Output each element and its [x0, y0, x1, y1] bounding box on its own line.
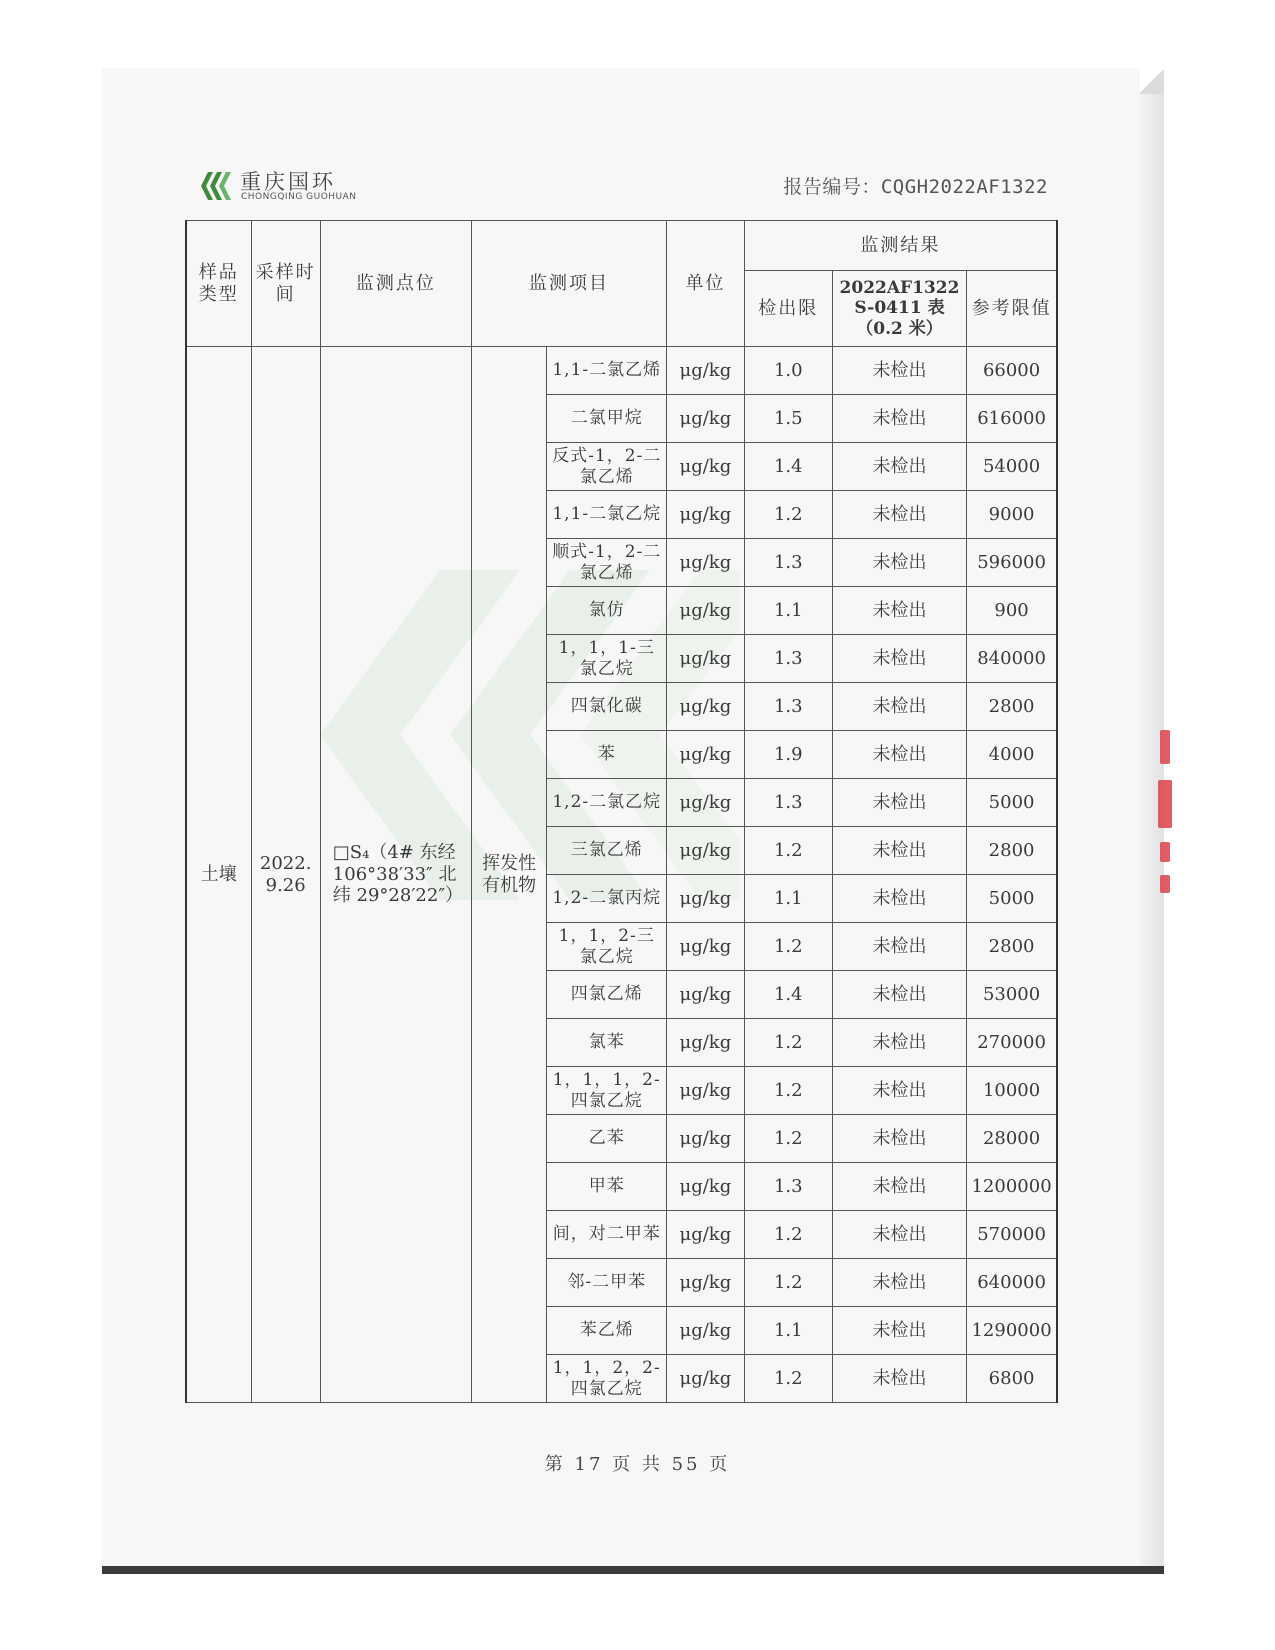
- result-cell: 未检出: [832, 779, 966, 827]
- item-name-cell: 1,1-二氯乙烷: [547, 491, 667, 539]
- unit-cell: μg/kg: [667, 1019, 745, 1067]
- result-cell: 未检出: [832, 1163, 966, 1211]
- detect-limit-cell: 1.3: [744, 539, 832, 587]
- guohuan-logo-icon: [198, 168, 234, 204]
- unit-cell: μg/kg: [667, 827, 745, 875]
- detect-limit-cell: 1.3: [744, 683, 832, 731]
- reference-limit-cell: 9000: [967, 491, 1057, 539]
- item-name-cell: 邻-二甲苯: [547, 1259, 667, 1307]
- detect-limit-cell: 1.3: [744, 1163, 832, 1211]
- detect-limit-cell: 1.2: [744, 491, 832, 539]
- item-name-cell: 1，1，2-三氯乙烷: [547, 923, 667, 971]
- detect-limit-cell: 1.1: [744, 1307, 832, 1355]
- item-name-cell: 1,2-二氯丙烷: [547, 875, 667, 923]
- result-cell: 未检出: [832, 635, 966, 683]
- detect-limit-cell: 1.2: [744, 923, 832, 971]
- unit-cell: μg/kg: [667, 779, 745, 827]
- result-cell: 未检出: [832, 875, 966, 923]
- detect-limit-cell: 1.4: [744, 971, 832, 1019]
- sample-time-cell: 2022. 9.26: [251, 347, 320, 1403]
- result-cell: 未检出: [832, 587, 966, 635]
- header-unit: 单位: [667, 221, 745, 347]
- company-logo: [198, 166, 418, 208]
- sample-type-cell: 土壤: [186, 347, 251, 1403]
- reference-limit-cell: 640000: [967, 1259, 1057, 1307]
- detect-limit-cell: 1.2: [744, 1211, 832, 1259]
- detect-limit-cell: 1.2: [744, 1115, 832, 1163]
- detect-limit-cell: 1.2: [744, 1355, 832, 1403]
- item-name-cell: 1，1，1-三氯乙烷: [547, 635, 667, 683]
- logo-chinese-name: 重庆国环: [240, 170, 336, 194]
- reference-limit-cell: 2800: [967, 827, 1057, 875]
- unit-cell: μg/kg: [667, 539, 745, 587]
- reference-limit-cell: 5000: [967, 779, 1057, 827]
- detect-limit-cell: 1.1: [744, 875, 832, 923]
- unit-cell: μg/kg: [667, 1259, 745, 1307]
- result-cell: 未检出: [832, 443, 966, 491]
- item-name-cell: 氯苯: [547, 1019, 667, 1067]
- unit-cell: μg/kg: [667, 875, 745, 923]
- page-header: [198, 166, 1048, 208]
- item-name-cell: 1，1，1，2-四氯乙烷: [547, 1067, 667, 1115]
- detect-limit-cell: 1.3: [744, 635, 832, 683]
- item-name-cell: 四氯化碳: [547, 683, 667, 731]
- item-name-cell: 顺式-1，2-二氯乙烯: [547, 539, 667, 587]
- result-cell: 未检出: [832, 971, 966, 1019]
- item-name-cell: 1,2-二氯乙烷: [547, 779, 667, 827]
- unit-cell: μg/kg: [667, 683, 745, 731]
- reference-limit-cell: 2800: [967, 923, 1057, 971]
- scan-bottom-edge: [102, 1566, 1164, 1574]
- report-number: 报告编号：CQGH2022AF1322: [783, 176, 1048, 198]
- item-name-cell: 乙苯: [547, 1115, 667, 1163]
- page-number: 第 17 页 共 55 页: [544, 1454, 731, 1475]
- logo-english-name: CHONGQING GUOHUAN: [241, 192, 357, 202]
- reference-limit-cell: 570000: [967, 1211, 1057, 1259]
- detect-limit-cell: 1.1: [744, 587, 832, 635]
- result-cell: 未检出: [832, 683, 966, 731]
- item-name-cell: 甲苯: [547, 1163, 667, 1211]
- item-name-cell: 苯: [547, 731, 667, 779]
- result-cell: 未检出: [832, 1307, 966, 1355]
- reference-limit-cell: 840000: [967, 635, 1057, 683]
- header-monitoring-point: 监测点位: [320, 221, 471, 347]
- red-seal-fragment: [1160, 875, 1170, 893]
- detect-limit-cell: 1.3: [744, 779, 832, 827]
- unit-cell: μg/kg: [667, 491, 745, 539]
- red-seal-fragment: [1158, 780, 1172, 828]
- red-seal-fragment: [1160, 730, 1170, 764]
- reference-limit-cell: 4000: [967, 731, 1057, 779]
- reference-limit-cell: 2800: [967, 683, 1057, 731]
- result-cell: 未检出: [832, 395, 966, 443]
- header-sample-id: 2022AF1322 S-0411 表 （0.2 米）: [832, 271, 966, 347]
- header-detect-limit: 检出限: [744, 271, 832, 347]
- detect-limit-cell: 1.4: [744, 443, 832, 491]
- detect-limit-cell: 1.2: [744, 1067, 832, 1115]
- reference-limit-cell: 54000: [967, 443, 1057, 491]
- detect-limit-cell: 1.0: [744, 347, 832, 395]
- result-cell: 未检出: [832, 923, 966, 971]
- unit-cell: μg/kg: [667, 635, 745, 683]
- result-cell: 未检出: [832, 1115, 966, 1163]
- reference-limit-cell: 616000: [967, 395, 1057, 443]
- header-monitoring-item: 监测项目: [471, 221, 666, 347]
- reference-limit-cell: 5000: [967, 875, 1057, 923]
- item-name-cell: 氯仿: [547, 587, 667, 635]
- header-sample-type: 样品类型: [186, 221, 251, 347]
- detect-limit-cell: 1.2: [744, 1259, 832, 1307]
- result-cell: 未检出: [832, 1211, 966, 1259]
- result-cell: 未检出: [832, 1067, 966, 1115]
- unit-cell: μg/kg: [667, 1211, 745, 1259]
- detect-limit-cell: 1.2: [744, 1019, 832, 1067]
- header-sample-time: 采样时间: [251, 221, 320, 347]
- detect-limit-cell: 1.5: [744, 395, 832, 443]
- reference-limit-cell: 28000: [967, 1115, 1057, 1163]
- reference-limit-cell: 10000: [967, 1067, 1057, 1115]
- result-cell: 未检出: [832, 491, 966, 539]
- category-cell: 挥发性有机物: [471, 347, 547, 1403]
- unit-cell: μg/kg: [667, 443, 745, 491]
- reference-limit-cell: 596000: [967, 539, 1057, 587]
- unit-cell: μg/kg: [667, 731, 745, 779]
- result-cell: 未检出: [832, 1259, 966, 1307]
- result-cell: 未检出: [832, 731, 966, 779]
- unit-cell: μg/kg: [667, 587, 745, 635]
- sheet-corner-fold: [1140, 68, 1164, 94]
- item-name-cell: 1,1-二氯乙烯: [547, 347, 667, 395]
- item-name-cell: 1，1，2，2-四氯乙烷: [547, 1355, 667, 1403]
- monitoring-point-cell: □S₄（4# 东经 106°38′33″ 北纬 29°28′22″）: [320, 347, 471, 1403]
- reference-limit-cell: 6800: [967, 1355, 1057, 1403]
- reference-limit-cell: 1200000: [967, 1163, 1057, 1211]
- reference-limit-cell: 66000: [967, 347, 1057, 395]
- monitoring-results-table: [185, 220, 1058, 1403]
- item-name-cell: 三氯乙烯: [547, 827, 667, 875]
- reference-limit-cell: 900: [967, 587, 1057, 635]
- unit-cell: μg/kg: [667, 1115, 745, 1163]
- reference-limit-cell: 1290000: [967, 1307, 1057, 1355]
- item-name-cell: 间，对二甲苯: [547, 1211, 667, 1259]
- unit-cell: μg/kg: [667, 1307, 745, 1355]
- detect-limit-cell: 1.2: [744, 827, 832, 875]
- unit-cell: μg/kg: [667, 347, 745, 395]
- unit-cell: μg/kg: [667, 1163, 745, 1211]
- result-cell: 未检出: [832, 827, 966, 875]
- unit-cell: μg/kg: [667, 1355, 745, 1403]
- header-results: 监测结果: [744, 221, 1057, 271]
- red-seal-fragment: [1160, 842, 1170, 862]
- item-name-cell: 反式-1，2-二氯乙烯: [547, 443, 667, 491]
- reference-limit-cell: 270000: [967, 1019, 1057, 1067]
- item-name-cell: 二氯甲烷: [547, 395, 667, 443]
- reference-limit-cell: 53000: [967, 971, 1057, 1019]
- result-cell: 未检出: [832, 539, 966, 587]
- unit-cell: μg/kg: [667, 923, 745, 971]
- unit-cell: μg/kg: [667, 395, 745, 443]
- header-reference-limit: 参考限值: [967, 271, 1057, 347]
- table-row: [186, 347, 1057, 395]
- result-cell: 未检出: [832, 1355, 966, 1403]
- unit-cell: μg/kg: [667, 971, 745, 1019]
- result-cell: 未检出: [832, 347, 966, 395]
- detect-limit-cell: 1.9: [744, 731, 832, 779]
- item-name-cell: 苯乙烯: [547, 1307, 667, 1355]
- item-name-cell: 四氯乙烯: [547, 971, 667, 1019]
- result-cell: 未检出: [832, 1019, 966, 1067]
- unit-cell: μg/kg: [667, 1067, 745, 1115]
